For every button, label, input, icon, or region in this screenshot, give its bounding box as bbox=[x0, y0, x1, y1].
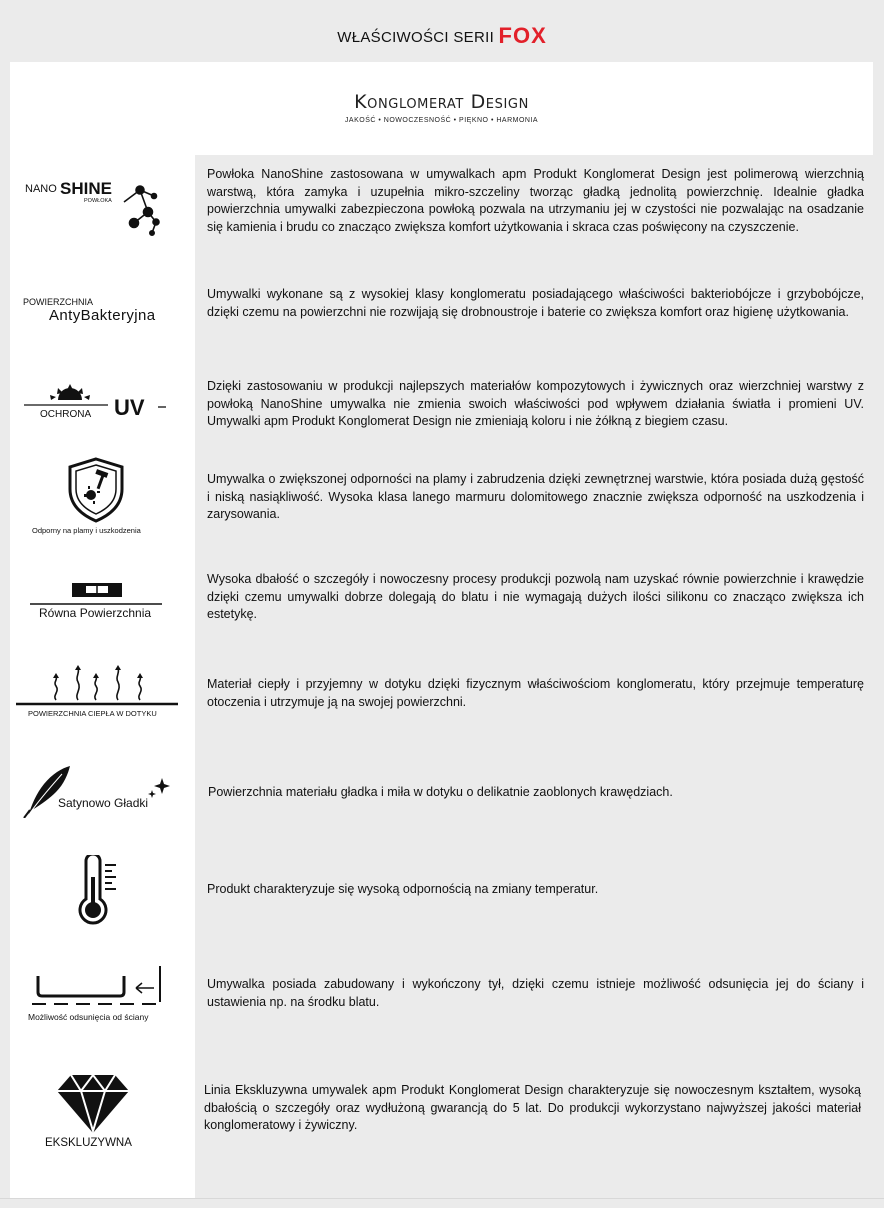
thermometer-text: Produkt charakteryzuje się wysoką odpornością na zmiany temperatur. bbox=[207, 882, 599, 896]
uv-label: UV bbox=[114, 395, 145, 420]
brand-tagline: JAKOŚĆ • NOWOCZESNOŚĆ • PIĘKNO • HARMONIA bbox=[344, 117, 539, 124]
brand-logo bbox=[10, 91, 873, 124]
stain-resistant-label: Odporny na plamy i uszkodzenia bbox=[32, 526, 141, 535]
antibacterial-label-top: POWIERZCHNIA bbox=[23, 297, 94, 307]
title-prefix: WŁAŚCIWOŚCI SERII bbox=[337, 29, 495, 46]
level-label: Równa Powierzchnia bbox=[39, 606, 152, 620]
exclusive-text: Linia Ekskluzywna umywalek apm Produkt Konglomerat Design charakteryzuje się nowoczesnym kształtem, wysoką dbałością o szczegóły oraz wydłużoną gwarancją do 5 lat. Do produkcji wykorzystano najwyższej jakości materiał konglomeratowy i żywiczny. bbox=[204, 1083, 861, 1132]
nanoshine-label-shine: SHINE bbox=[60, 179, 112, 198]
series-name: FOX bbox=[498, 23, 547, 48]
diamond-icon bbox=[55, 1073, 131, 1135]
shield-hammer-icon bbox=[66, 457, 126, 523]
page-header bbox=[0, 0, 884, 62]
satin-text: Powierzchnia materiału gładka i miła w dotyku o delikatnie zaoblonych krawędziach. bbox=[208, 785, 673, 799]
thermometer-icon bbox=[76, 855, 122, 925]
level-text: Wysoka dbałość o szczegóły i nowoczesny procesy produkcji pozwolą nam uzyskać równie powierzchnie i krawędzie dzięki czemu umywalki dobrze dolegają do blatu i nie wymagają dużych ilości silikonu co znacząco zwiększa ich estetykę. bbox=[207, 572, 864, 621]
satin-label: Satynowo Gładki bbox=[58, 796, 149, 810]
wall-distance-label: Możliwość odsunięcia od ściany bbox=[28, 1012, 149, 1022]
wall-distance-text: Umywalka posiada zabudowany i wykończony tył, dzięki czemu istnieje możliwość odsunięcia jej do ściany i ustawienia np. na środku blatu. bbox=[207, 977, 864, 1009]
uv-label-ochrona: OCHRONA bbox=[40, 409, 92, 420]
nanoshine-label-nano: NANO bbox=[25, 183, 57, 195]
brand-name: Konglomerat Design bbox=[354, 91, 529, 113]
antibacterial-text: Umywalki wykonane są z wysokiej klasy konglomeratu posiadającego właściwości bakteriobójcze i grzybobójcze, dzięki czemu na powierzchni nie rozwijają się drobnoustroje i baterie co zwiększa komfort oraz higienę użytkowania. bbox=[207, 287, 864, 319]
bottom-divider bbox=[0, 1198, 884, 1199]
nanoshine-text: Powłoka NanoShine zastosowana w umywalkach apm Produkt Konglomerat Design jest polimerową wierzchnią warstwą, która zamyka i uzupełnia mikro-szczeliny tworząc gładką jednolitą powierzchnię. Idealnie gładka powierzchnia umywalki zabezpieczona powłoką pozwala na utrzymaniu jej w czystości nie pozwalając na osadzanie się kamienia i brudu co znacząco zwiększa komfort użytkowania i skraca czas poświęcony na czyszczenie. bbox=[207, 167, 864, 234]
spirit-level-icon bbox=[30, 580, 162, 606]
stain-resistant-text: Umywalka o zwiększonej odporności na plamy i zabrudzenia dzięki zewnętrznej warstwie, która posiada dużą gęstość i niską nasiąkliwość. Wysoka klasa lanego marmuru dolomitowego znacznie zwiększa odporność na uszkodzenia i zarysowania. bbox=[207, 472, 864, 521]
page-title bbox=[0, 22, 884, 48]
warm-surface-icon bbox=[16, 664, 178, 708]
exclusive-label: EKSKLUZYWNA bbox=[45, 1137, 132, 1149]
nanoshine-label-powloka: POWŁOKA bbox=[84, 198, 112, 204]
uv-text: Dzięki zastosowaniu w produkcji najlepszych materiałów kompozytowych i żywicznych oraz wierzchniej warstwy z powłoką NanoShine umywalka nie zmienia swoich właściwości pod wpływem działania światła i promieni UV. Umywalki apm Produkt Konglomerat Design nie zmieniają koloru i nie żółkną z biegiem czasu. bbox=[207, 379, 864, 428]
antibacterial-label: AntyBakteryjna bbox=[49, 307, 156, 324]
warm-surface-label: POWIERZCHNIA CIEPŁA W DOTYKU bbox=[28, 709, 157, 718]
wall-distance-icon bbox=[28, 964, 166, 1006]
warm-surface-text: Materiał ciepły i przyjemny w dotyku dzięki fizycznym właściwościom konglomeratu, który przejmuje temperaturę otoczenia i utrzymuje ją na swojej powierzchni. bbox=[207, 677, 864, 709]
